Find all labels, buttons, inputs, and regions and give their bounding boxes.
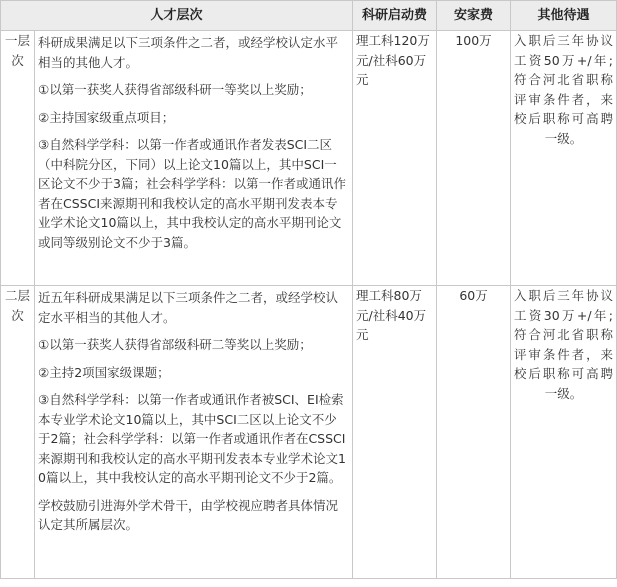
level-label-line: 一层 bbox=[4, 33, 30, 48]
research-fund-cell: 理工科80万元/社科40万元 bbox=[353, 286, 437, 579]
benefit-line: 一级。 bbox=[544, 130, 583, 146]
header-row bbox=[1, 1, 617, 31]
benefit-line: 符合河北省职称 bbox=[514, 72, 614, 87]
header-settlement: 安家费 bbox=[437, 1, 511, 31]
table-row-level-1 bbox=[1, 31, 617, 286]
benefit-line: 评审条件者，来 bbox=[514, 346, 614, 362]
settlement-cell: 100万 bbox=[437, 31, 511, 286]
condition-item: ③自然科学学科：以第一作者或通讯作者发表SCI二区（中科院分区，下同）以上论文10篇以上，其中SCI一区论文不少于3篇；社会科学学科：以第一作者或通讯作者在CSSCI来源期刊和我校认定的高水平期刊发表本专业学术论文10篇以上，其中我校认定的高水平期刊论文或同等级别论文不少于3篇。 bbox=[38, 137, 346, 250]
condition-intro: 科研成果满足以下三项条件之二者，或经学校认定水平相当的其他人才。 bbox=[38, 35, 339, 70]
other-benefits-cell bbox=[511, 31, 617, 286]
header-level: 人才层次 bbox=[1, 1, 353, 31]
table-row-level-2 bbox=[1, 286, 617, 579]
condition-item: ②主持国家级重点项目； bbox=[38, 109, 175, 125]
level-label-line: 次 bbox=[11, 52, 24, 68]
conditions-cell bbox=[35, 286, 353, 579]
condition-note: 学校鼓励引进海外学术骨干，由学校视应聘者具体情况认定其所属层次。 bbox=[38, 497, 339, 532]
benefit-line: 入职后三年协议 bbox=[514, 33, 614, 48]
condition-item: ③自然科学学科：以第一作者或通讯作者被SCI、EI检索本专业学术论文10篇以上，其中SCI二区以上论文不少于2篇；社会科学学科：以第一作者或通讯作者在CSSCI来源期刊和我校认定的高水平期刊发表本专业学术论文10篇以上，其中我校认定的高水平期刊论文不少于2篇。 bbox=[38, 392, 346, 485]
benefit-line: 工资30万+/年; bbox=[514, 307, 614, 323]
settlement-cell: 60万 bbox=[437, 286, 511, 579]
level-label-line: 二层 bbox=[4, 288, 30, 303]
header-research-fund: 科研启动费 bbox=[353, 1, 437, 31]
condition-item: ①以第一获奖人获得省部级科研一等奖以上奖励； bbox=[38, 82, 312, 97]
condition-item: ②主持2项国家级课题； bbox=[38, 364, 170, 380]
benefit-line: 工资50万+/年; bbox=[514, 52, 614, 68]
level-label-line: 次 bbox=[11, 307, 24, 323]
condition-item: ①以第一获奖人获得省部级科研二等奖以上奖励； bbox=[38, 337, 312, 352]
conditions-cell bbox=[35, 31, 353, 286]
research-fund-cell: 理工科120万元/社科60万元 bbox=[353, 31, 437, 286]
benefit-line: 一级。 bbox=[544, 385, 583, 401]
level-cell bbox=[1, 31, 35, 286]
other-benefits-cell bbox=[511, 286, 617, 579]
benefit-line: 评审条件者，来 bbox=[514, 91, 614, 107]
benefit-line: 校后职称可高聘 bbox=[514, 111, 614, 126]
benefit-line: 入职后三年协议 bbox=[514, 288, 614, 303]
level-cell bbox=[1, 286, 35, 579]
header-other-benefits: 其他待遇 bbox=[511, 1, 617, 31]
condition-intro: 近五年科研成果满足以下三项条件之二者，或经学校认定水平相当的其他人才。 bbox=[38, 290, 339, 325]
benefit-line: 符合河北省职称 bbox=[514, 327, 614, 342]
benefit-line: 校后职称可高聘 bbox=[514, 366, 614, 381]
